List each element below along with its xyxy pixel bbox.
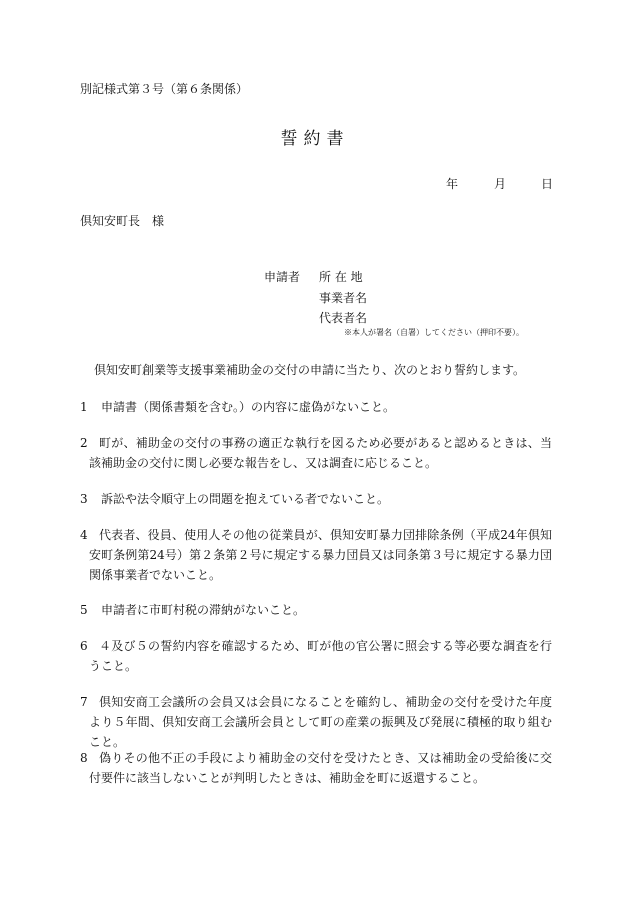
clause-text: 町が、補助金の交付の事務の適正な執行を図るため必要があると認めるときは、当該補助金の交付に関し必要な報告をし、又は調査に応じること。 bbox=[89, 436, 552, 470]
clause-text: 申請書（関係書類を含む。）の内容に虚偽がないこと。 bbox=[101, 400, 396, 414]
clause-text: 訴訟や法令順守上の問題を抱えている者でないこと。 bbox=[101, 492, 390, 506]
date-year-label: 年 bbox=[446, 177, 459, 191]
clause-number: 4 bbox=[80, 528, 88, 542]
clause-text: 倶知安商工会議所の会員又は会員になることを確約し、補助金の交付を受けた年度より５年間、倶知安商工会議所会員として町の産業の振興及び発展に積極的取り組むこと。 bbox=[89, 695, 552, 749]
signature-note: ※本人が署名（自署）してください（押印不要）。 bbox=[344, 328, 524, 337]
date-day-label: 日 bbox=[541, 177, 554, 191]
clause-6 bbox=[80, 636, 552, 676]
clause-1 bbox=[80, 397, 552, 417]
address-label: 所 在 地 bbox=[319, 270, 363, 284]
clause-number: 6 bbox=[80, 639, 88, 653]
clause-text: ４及び５の誓約内容を確認するため、町が他の官公署に照会する等必要な調査を行うこと。 bbox=[89, 639, 552, 673]
clause-text: 偽りその他不正の手段により補助金の交付を受けたとき、又は補助金の受給後に交付要件に該当しないことが判明したときは、補助金を町に返還すること。 bbox=[89, 751, 552, 785]
intro-statement: 倶知安町創業等支援事業補助金の交付の申請に当たり、次のとおり誓約します。 bbox=[94, 363, 526, 377]
clause-number: 8 bbox=[80, 751, 88, 765]
clause-number: 1 bbox=[80, 400, 88, 414]
clause-4 bbox=[80, 525, 552, 585]
clause-8 bbox=[80, 748, 552, 788]
date-month-label: 月 bbox=[494, 177, 507, 191]
business-name-label: 事業者名 bbox=[319, 291, 368, 305]
clause-text: 代表者、役員、使用人その他の従業員が、倶知安町暴力団排除条例（平成24年倶知安町条例第24号）第２条第２号に規定する暴力団員又は同条第３号に規定する暴力団関係事業者でないこと。 bbox=[89, 528, 552, 582]
clause-5 bbox=[80, 600, 552, 620]
clause-3 bbox=[80, 489, 552, 509]
form-number: 別記様式第３号（第６条関係） bbox=[80, 82, 249, 96]
clause-number: 7 bbox=[80, 695, 88, 709]
clause-text: 申請者に市町村税の滞納がないこと。 bbox=[101, 603, 306, 617]
recipient: 倶知安町長 様 bbox=[80, 214, 165, 228]
clause-number: 5 bbox=[80, 603, 88, 617]
representative-label: 代表者名 bbox=[319, 311, 368, 325]
applicant-label: 申請者 bbox=[264, 270, 301, 284]
document-title: 誓約書 bbox=[280, 129, 350, 149]
clause-number: 2 bbox=[80, 436, 88, 450]
clause-2 bbox=[80, 433, 552, 473]
clause-number: 3 bbox=[80, 492, 88, 506]
clause-7 bbox=[80, 692, 552, 752]
